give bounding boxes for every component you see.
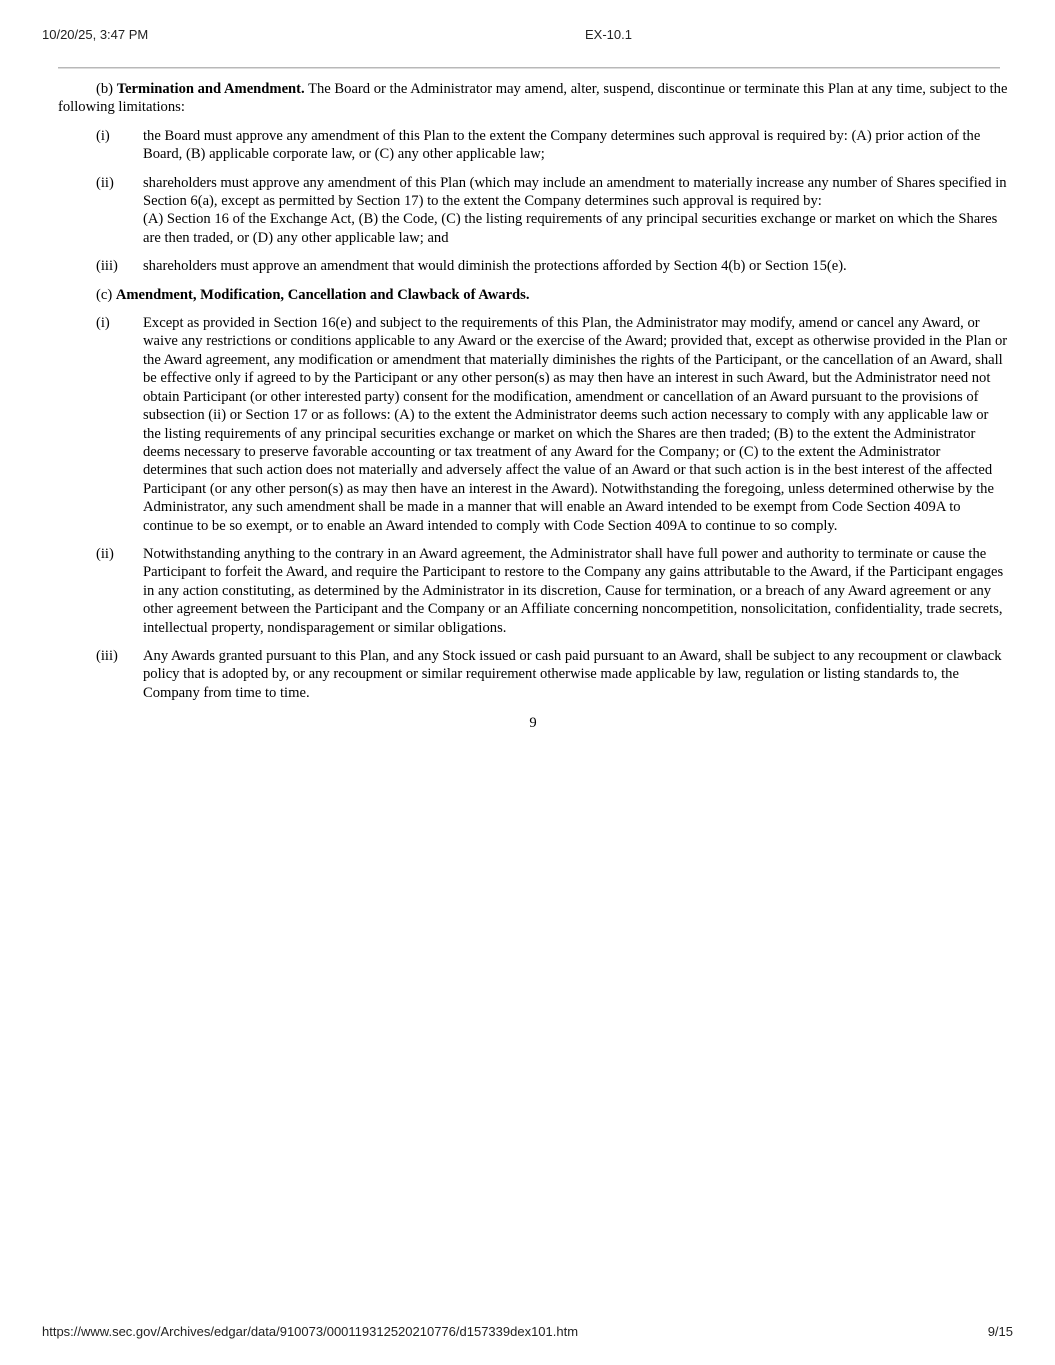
section-c-item	[58, 545, 1008, 637]
item-text-block	[143, 174, 1008, 248]
item-number: (iii)	[96, 647, 118, 664]
section-b-text: The Board or the Administrator may amend, alter, suspend, discontinue or terminate this Plan at any time, subject to the following limitations:	[58, 81, 1008, 116]
item-text-continued: (A) Section 16 of the Exchange Act, (B) the Code, (C) the listing requirements of any principal securities exchange or market on which the Shares are then traded, or (D) any other applicable law; and	[143, 211, 998, 246]
page-count: 9/15	[987, 1324, 1013, 1339]
section-b-item	[58, 174, 1008, 248]
section-b-heading: Termination and Amendment.	[116, 81, 305, 97]
print-datetime: 10/20/25, 3:47 PM	[42, 27, 149, 42]
section-b-item	[58, 127, 1008, 164]
item-number: (iii)	[96, 258, 118, 275]
section-c-heading: Amendment, Modification, Cancellation and Clawback of Awards.	[115, 286, 530, 303]
section-c-item	[58, 647, 1008, 702]
item-text: Notwithstanding anything to the contrary in an Award agreement, the Administrator shall have full power and authority to terminate or cause the Participant to forfeit the Award, and require the Participant to restore to the Company any gains attributable to the Award, if the Participant engages in any action constituting, as determined by the Administrator in its discretion, Cause for termination, or a breach of any Award agreement or any other agreement between the Participant and the Company or an Affiliate concerning noncompetition, nonsolicitation, confidentiality, trade secrets, intellectual property, nondisparagement or similar obligations.	[143, 545, 1004, 636]
section-c-label: (c)	[96, 286, 113, 303]
section-b-label: (b)	[96, 81, 114, 97]
item-text: shareholders must approve any amendment of this Plan (which may include an amendment to materially increase any number of Shares specified in Section 6(a), except as permitted by Section 17) to the extent the Company determines such approval is required by:	[143, 174, 1007, 210]
document-body	[58, 80, 1008, 733]
section-b-item	[58, 257, 1008, 275]
document-title: EX-10.1	[585, 27, 632, 42]
item-number: (i)	[96, 127, 110, 144]
header-divider	[58, 67, 1000, 68]
item-number: (i)	[96, 315, 110, 332]
item-text: Any Awards granted pursuant to this Plan, and any Stock issued or cash paid pursuant to an Award, shall be subject to any recoupment or clawback policy that is adopted by, or any recoupment or similar requirement otherwise made applicable by law, regulation or listing standards to, the Company from time to time.	[143, 647, 1002, 701]
source-url-link[interactable]: https://www.sec.gov/Archives/edgar/data/910073/000119312520210776/d157339dex101.htm	[42, 1324, 579, 1339]
item-text: Except as provided in Section 16(e) and subject to the requirements of this Plan, the Administrator may modify, amend or cancel any Award, or waive any restrictions or conditions applicable to any Award or the exercise of the Award; provided that, except as otherwise provided in the Plan or the Award agreement, any modification or amendment that materially diminishes the rights of the Participant, or the cancellation of an Award, shall be effective only if agreed to by the Participant or any other person(s) as may then have an interest in such Award, but the Administrator need not obtain Participant (or other interested party) consent for the modification, amendment or cancellation of an Award pursuant to the provisions of subsection (ii) or Section 17 or as follows: (A) to the extent the Administrator deems such action necessary to comply with any applicable law or the listing requirements of any principal securities exchange or market on which the Shares are then traded; (B) to the extent the Administrator deems necessary to preserve favorable accounting or tax treatment of any Award for the Company; or (C) to the extent the Administrator determines that such action does not materially and adversely affect the value of an Award or that such action is in the best interest of the affected Participant (or any other person(s) as may then have an interest in the Award). Notwithstanding the foregoing, unless determined otherwise by the Administrator, any such amendment shall be made in a manner that will enable an Award intended to be exempt from Code Section 409A to continue to be so exempt, or to enable an Award intended to comply with Code Section 409A to continue to so comply.	[143, 315, 1008, 534]
item-number: (ii)	[96, 174, 114, 191]
page-number: 9	[529, 715, 537, 732]
section-b-paragraph	[58, 80, 1008, 117]
section-c-heading-paragraph	[96, 286, 1008, 304]
item-text: the Board must approve any amendment of this Plan to the extent the Company determines such approval is required by: (A) prior action of the Board, (B) applicable corporate law, or (C) any other applicable law;	[143, 127, 981, 163]
item-text: shareholders must approve an amendment that would diminish the protections afforded by Section 4(b) or Section 15(e).	[143, 258, 847, 275]
section-c-item	[58, 314, 1008, 535]
item-number: (ii)	[96, 545, 114, 562]
